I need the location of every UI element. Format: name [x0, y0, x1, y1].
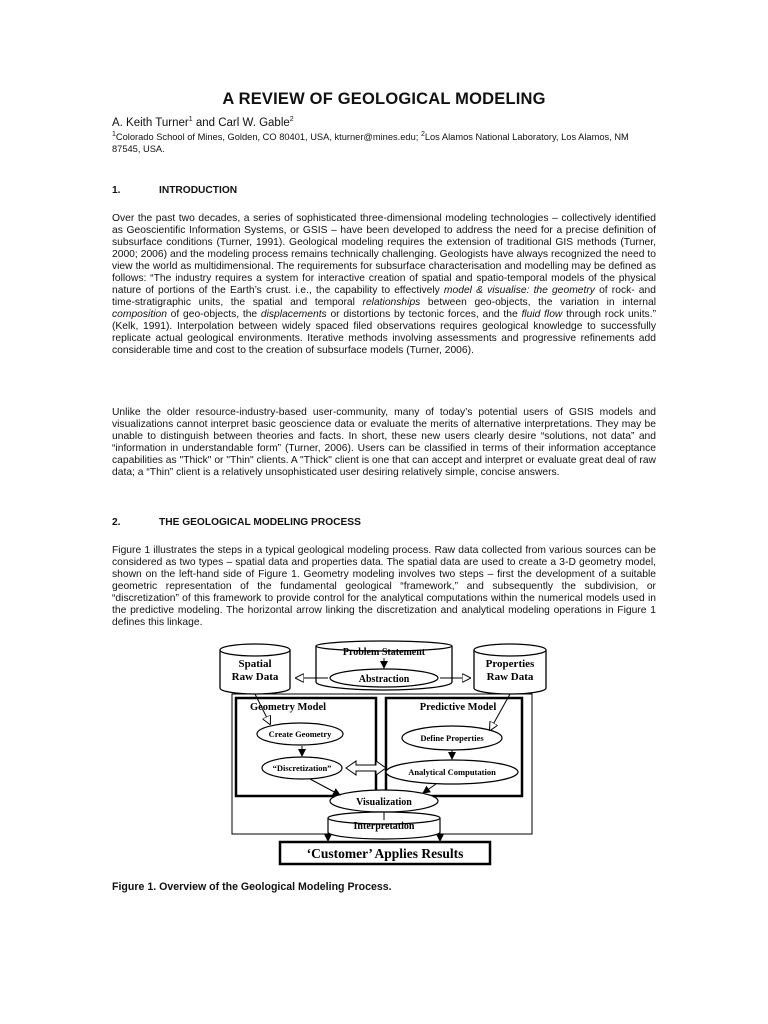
- section-title: INTRODUCTION: [159, 185, 238, 196]
- author-conjunction: and: [192, 117, 219, 129]
- affil-2-text: Los Alamos National Laboratory, Los Alamos, NM 87545, USA.: [112, 132, 629, 154]
- affil-1-text: Colorado School of Mines, Golden, CO 80401, USA, kturner@mines.edu;: [115, 132, 421, 142]
- figure-1-flowchart: [218, 640, 550, 868]
- italic-run: model & visualise: the geometry: [443, 285, 595, 296]
- analytical-computation-label: Analytical Computation: [408, 767, 496, 777]
- section-title: THE GEOLOGICAL MODELING PROCESS: [159, 517, 361, 528]
- customer-results-label: ‘Customer’ Applies Results: [306, 846, 464, 861]
- geometry-model-label: Geometry Model: [249, 702, 327, 713]
- text-run: between geo-objects, the variation in internal: [420, 297, 656, 308]
- predictive-model-label: Predictive Model: [419, 702, 497, 713]
- author-2-name: Carl W. Gable: [218, 117, 290, 129]
- paragraph-process-1: Figure 1 illustrates the steps in a typical geological modeling process. Raw data collected from various sources can be considered as two types – spatial data and properties data. The spatial data are used to create a 3-D geometry model, shown on the left-hand side of Figure 1. Geometry modeling involves two steps – first the development of a suitable geometric representation of the fundamental geological “framework,” and subsequently the subdivision, or “discretization” of this framework to provide control for the analytical computations within the numerical models used in the predictive modeling. The horizontal arrow linking the discretization and analytical modeling operations in Figure 1 defines this linkage.: [112, 545, 656, 628]
- paragraph-intro-2: Unlike the older resource-industry-based user-community, many of today’s potential users of GSIS models and visualizations cannot interpret basic geoscience data or evaluate the merits of alternative interpretations. They may be unable to distinguish between theories and facts. In short, these new users clearly desire “solutions, not data” and “information in understandable form” (Turner, 2006). Users can be classified in terms of their information acceptance capabilities as "Thick" or "Thin" clients. A "Thick" client is one that can accept and interpret or evaluate great deal of raw data; a “Thin” client is a relatively unsophisticated user desiring relatively simple, concise answers.: [112, 407, 656, 478]
- text-run: of geo-objects, the: [166, 309, 261, 320]
- paper-title: A REVIEW OF GEOLOGICAL MODELING: [222, 90, 546, 108]
- discretization-label: “Discretization”: [272, 763, 332, 773]
- abstraction-label: Abstraction: [358, 674, 410, 685]
- properties-label-1: Properties: [485, 658, 535, 670]
- affil-1-marker: 1: [112, 130, 116, 138]
- spatial-label-2: Raw Data: [231, 671, 279, 683]
- spatial-label-1: Spatial: [238, 658, 272, 670]
- author-2-affil-marker: 2: [289, 116, 294, 124]
- figure-1-caption: Figure 1. Overview of the Geological Modeling Process.: [112, 881, 392, 893]
- paragraph-intro-1: [112, 213, 656, 357]
- author-1-affil-marker: 1: [188, 116, 193, 124]
- visualization-label: Visualization: [356, 797, 412, 808]
- italic-run: displacements: [260, 309, 327, 320]
- section-heading-modeling-process: [112, 517, 361, 528]
- italic-run: fluid flow: [521, 309, 563, 320]
- text-run: through rock units.” (Kelk, 1991). Interpolation between widely spaced filed observations requires geological knowledge to successfully replicate actual geological environments. Iterative methods involving assessments and progressive refinements add considerable time and cost to the creation of subsurface models (Turner, 2006).: [112, 309, 656, 356]
- italic-run: relationships: [362, 297, 421, 308]
- section-number: 1.: [112, 185, 121, 196]
- text-run: of rock- and time-stratigraphic units, the spatial and temporal: [112, 285, 656, 308]
- affiliations: [112, 131, 647, 155]
- author-line: [112, 117, 294, 129]
- interpretation-label: Interpretation: [353, 821, 415, 832]
- author-1-name: A. Keith Turner: [112, 117, 189, 129]
- problem-statement-label: Problem Statement: [342, 647, 426, 658]
- affil-2-marker: 2: [420, 130, 425, 138]
- italic-run: composition: [112, 309, 167, 320]
- text-run: or distortions by tectonic forces, and the: [326, 309, 522, 320]
- text-run: Over the past two decades, a series of sophisticated three-dimensional modeling technologies – collectively identified as Geoscientific Information Systems, or GSIS – have been developed to address the need for a precise definition of subsurface conditions (Turner, 1991). Geological modeling requires the extension of traditional GIS methods (Turner, 2000; 2006) and the modeling process remains technically challenging. Geologists have always recognized the need to view the world as multidimensional. The requirements for subsurface characterisation and modelling may be defined as follows: “The industry requires a system for interactive creation of spatial and spatio-temporal models of the physical nature of portions of the Earth’s crust. i.e., the capability to effectively: [112, 213, 656, 296]
- section-number: 2.: [112, 517, 121, 528]
- create-geometry-label: Create Geometry: [268, 729, 332, 739]
- properties-label-2: Raw Data: [486, 671, 534, 683]
- define-properties-label: Define Properties: [420, 733, 484, 743]
- section-heading-introduction: [112, 185, 237, 196]
